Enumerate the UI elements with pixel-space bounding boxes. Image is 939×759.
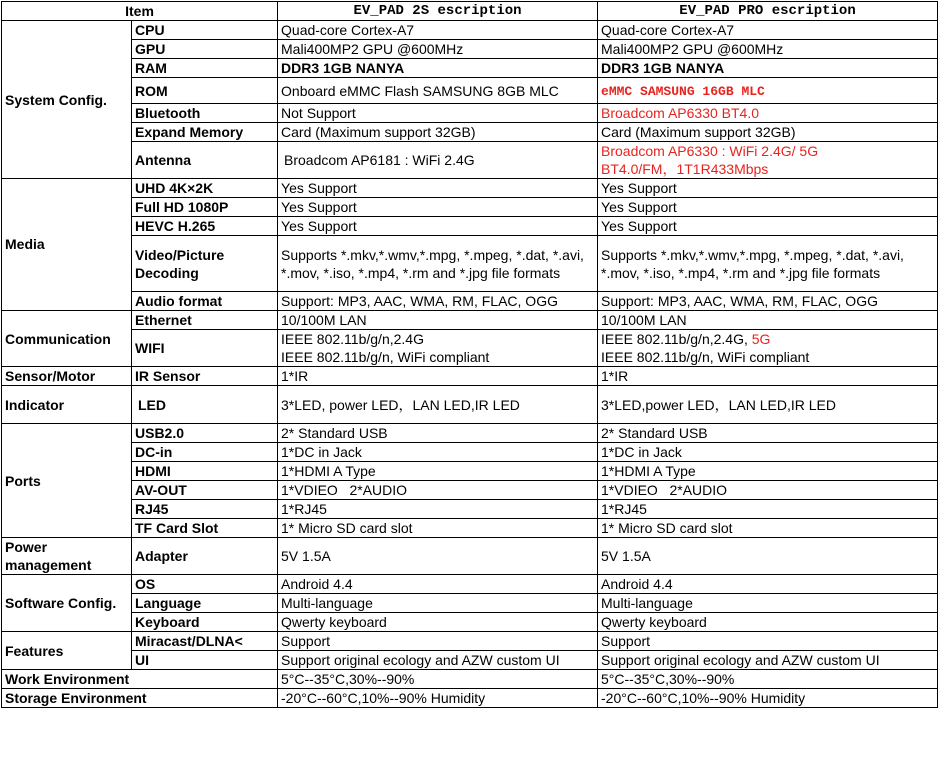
- value-pro-wifi-line1: [601, 330, 934, 348]
- item-miracast: Miracast/DLNA<: [132, 632, 278, 651]
- group-features: Features: [2, 632, 132, 670]
- item-tf-card-slot: TF Card Slot: [132, 519, 278, 538]
- table-row: [2, 443, 938, 462]
- value-pro-rom: [598, 78, 938, 104]
- table-row: [2, 462, 938, 481]
- value-2s-storage-environment: -20°C--60°C,10%--90% Humidity: [278, 689, 598, 708]
- group-communication: Communication: [2, 311, 132, 367]
- value-2s-audio-format: Support: MP3, AAC, WMA, RM, FLAC, OGG: [278, 292, 598, 311]
- table-row: [2, 594, 938, 613]
- item-cpu: CPU: [132, 21, 278, 40]
- value-2s-rj45: 1*RJ45: [278, 500, 598, 519]
- item-video-decoding-line2: Decoding: [135, 264, 199, 281]
- value-2s-work-environment: 5°C--35°C,30%--90%: [278, 670, 598, 689]
- value-pro-ui: Support original ecology and AZW custom UI: [598, 651, 938, 670]
- value-pro-wifi-line2: IEEE 802.11b/g/n, WiFi compliant: [601, 349, 810, 365]
- value-2s-keyboard: Qwerty keyboard: [278, 613, 598, 632]
- table-row: [2, 311, 938, 330]
- group-work-environment: Work Environment: [2, 670, 278, 689]
- value-2s-wifi: [278, 330, 598, 367]
- group-system-config: System Config.: [2, 21, 132, 179]
- group-indicator: Indicator: [2, 386, 132, 424]
- value-2s-ui: Support original ecology and AZW custom UI: [278, 651, 598, 670]
- header-row: [2, 2, 938, 21]
- group-ports: Ports: [2, 424, 132, 538]
- value-2s-hdmi: 1*HDMI A Type: [278, 462, 598, 481]
- item-audio-format: Audio format: [132, 292, 278, 311]
- item-ui: UI: [132, 651, 278, 670]
- item-ethernet: Ethernet: [132, 311, 278, 330]
- value-2s-miracast: Support: [278, 632, 598, 651]
- item-hevc: HEVC H.265: [132, 217, 278, 236]
- item-language: Language: [132, 594, 278, 613]
- value-pro-antenna: [598, 142, 938, 179]
- item-gpu: GPU: [132, 40, 278, 59]
- table-row: [2, 179, 938, 198]
- table-row: [2, 217, 938, 236]
- value-2s-language: Multi-language: [278, 594, 598, 613]
- value-2s-full-hd: Yes Support: [278, 198, 598, 217]
- value-2s-usb: 2* Standard USB: [278, 424, 598, 443]
- item-video-decoding: [132, 236, 278, 292]
- value-2s-cpu: Quad-core Cortex-A7: [278, 21, 598, 40]
- item-usb: USB2.0: [132, 424, 278, 443]
- value-2s-bluetooth: Not Support: [278, 104, 598, 123]
- value-2s-rom: Onboard eMMC Flash SAMSUNG 8GB MLC: [278, 78, 598, 104]
- value-2s-wifi-line1: IEEE 802.11b/g/n,2.4G: [281, 331, 424, 347]
- value-pro-wifi-5g: 5G: [751, 331, 771, 347]
- value-pro-adapter: 5V 1.5A: [598, 538, 938, 575]
- value-pro-av-out: 1*VDIEO 2*AUDIO: [598, 481, 938, 500]
- value-pro-full-hd: Yes Support: [598, 198, 938, 217]
- value-2s-gpu: Mali400MP2 GPU @600MHz: [278, 40, 598, 59]
- table-row: [2, 651, 938, 670]
- table-row: [2, 632, 938, 651]
- value-2s-ram: DDR3 1GB NANYA: [278, 59, 598, 78]
- item-dc-in: DC-in: [132, 443, 278, 462]
- table-row: [2, 142, 938, 179]
- value-pro-usb: 2* Standard USB: [598, 424, 938, 443]
- value-pro-cpu: Quad-core Cortex-A7: [598, 21, 938, 40]
- value-pro-rj45: 1*RJ45: [598, 500, 938, 519]
- value-2s-adapter: 5V 1.5A: [278, 538, 598, 575]
- value-2s-tf-card-slot: 1* Micro SD card slot: [278, 519, 598, 538]
- table-row: [2, 386, 938, 424]
- table-row: [2, 538, 938, 575]
- value-pro-work-environment: 5°C--35°C,30%--90%: [598, 670, 938, 689]
- value-2s-wifi-line2: IEEE 802.11b/g/n, WiFi compliant: [281, 349, 490, 365]
- value-pro-wifi-line1-text: IEEE 802.11b/g/n,2.4G,: [601, 331, 752, 347]
- value-pro-dc-in: 1*DC in Jack: [598, 443, 938, 462]
- value-2s-os: Android 4.4: [278, 575, 598, 594]
- table-row: [2, 40, 938, 59]
- item-adapter: Adapter: [132, 538, 278, 575]
- value-pro-uhd: Yes Support: [598, 179, 938, 198]
- value-2s-led: 3*LED, power LED，LAN LED,IR LED: [278, 386, 598, 424]
- value-2s-ethernet: 10/100M LAN: [278, 311, 598, 330]
- group-sensor-motor: Sensor/Motor: [2, 367, 132, 386]
- item-rom: ROM: [132, 78, 278, 104]
- value-2s-ir-sensor: 1*IR: [278, 367, 598, 386]
- table-row: [2, 104, 938, 123]
- table-row: [2, 59, 938, 78]
- table-row: [2, 78, 938, 104]
- item-bluetooth: Bluetooth: [132, 104, 278, 123]
- value-pro-rom-text: eMMC SAMSUNG 16GB MLC: [601, 83, 765, 99]
- table-row: [2, 292, 938, 311]
- value-pro-wifi: [598, 330, 938, 367]
- item-uhd: UHD 4K×2K: [132, 179, 278, 198]
- group-power-line2: management: [5, 557, 92, 573]
- group-media: Media: [2, 179, 132, 311]
- header-item: Item: [2, 2, 278, 21]
- value-2s-dc-in: 1*DC in Jack: [278, 443, 598, 462]
- item-full-hd: Full HD 1080P: [132, 198, 278, 217]
- value-pro-ir-sensor: 1*IR: [598, 367, 938, 386]
- value-pro-tf-card-slot: 1* Micro SD card slot: [598, 519, 938, 538]
- table-row: [2, 689, 938, 708]
- table-row: [2, 198, 938, 217]
- item-hdmi: HDMI: [132, 462, 278, 481]
- header-ev-pad-2s: EV_PAD 2S escription: [278, 2, 598, 21]
- item-keyboard: Keyboard: [132, 613, 278, 632]
- item-antenna: Antenna: [132, 142, 278, 179]
- table-row: [2, 613, 938, 632]
- value-pro-hdmi: 1*HDMI A Type: [598, 462, 938, 481]
- value-pro-os: Android 4.4: [598, 575, 938, 594]
- value-pro-expand-memory: Card (Maximum support 32GB): [598, 123, 938, 142]
- value-2s-hevc: Yes Support: [278, 217, 598, 236]
- value-pro-gpu: Mali400MP2 GPU @600MHz: [598, 40, 938, 59]
- table-row: [2, 330, 938, 367]
- value-pro-video-decoding: Supports *.mkv,*.wmv,*.mpg, *.mpeg, *.dat, *.avi, *.mov, *.iso, *.mp4, *.rm and *.jpg file formats: [598, 236, 938, 292]
- item-av-out: AV-OUT: [132, 481, 278, 500]
- item-ir-sensor: IR Sensor: [132, 367, 278, 386]
- value-pro-bluetooth: Broadcom AP6330 BT4.0: [598, 104, 938, 123]
- table-row: [2, 670, 938, 689]
- item-video-decoding-line1: Video/Picture: [135, 246, 225, 263]
- group-software-config: Software Config.: [2, 575, 132, 632]
- item-led: LED: [132, 386, 278, 424]
- value-pro-language: Multi-language: [598, 594, 938, 613]
- value-2s-video-decoding: Supports *.mkv,*.wmv,*.mpg, *.mpeg, *.dat, *.avi, *.mov, *.iso, *.mp4, *.rm and *.jpg file formats: [278, 236, 598, 292]
- group-power-management: [2, 538, 132, 575]
- group-power-line1: Power: [5, 539, 48, 555]
- value-2s-expand-memory: Card (Maximum support 32GB): [278, 123, 598, 142]
- table-row: [2, 424, 938, 443]
- table-row: [2, 575, 938, 594]
- item-ram: RAM: [132, 59, 278, 78]
- table-row: [2, 123, 938, 142]
- table-row: [2, 481, 938, 500]
- table-row: [2, 500, 938, 519]
- header-ev-pad-pro: EV_PAD PRO escription: [598, 2, 938, 21]
- value-pro-led: 3*LED,power LED，LAN LED,IR LED: [598, 386, 938, 424]
- value-pro-ethernet: 10/100M LAN: [598, 311, 938, 330]
- item-expand-memory: Expand Memory: [132, 123, 278, 142]
- group-storage-environment: Storage Environment: [2, 689, 278, 708]
- value-pro-audio-format: Support: MP3, AAC, WMA, RM, FLAC, OGG: [598, 292, 938, 311]
- value-pro-hevc: Yes Support: [598, 217, 938, 236]
- item-wifi: WIFI: [132, 330, 278, 367]
- item-os: OS: [132, 575, 278, 594]
- value-pro-ram: DDR3 1GB NANYA: [598, 59, 938, 78]
- value-pro-storage-environment: -20°C--60°C,10%--90% Humidity: [598, 689, 938, 708]
- value-pro-antenna-line1: Broadcom AP6330 : WiFi 2.4G/ 5G: [601, 143, 819, 159]
- value-pro-miracast: Support: [598, 632, 938, 651]
- table-row: [2, 236, 938, 292]
- table-row: [2, 21, 938, 40]
- value-2s-antenna: Broadcom AP6181 : WiFi 2.4G: [278, 142, 598, 179]
- table-row: [2, 367, 938, 386]
- table-row: [2, 519, 938, 538]
- value-2s-uhd: Yes Support: [278, 179, 598, 198]
- value-2s-av-out: 1*VDIEO 2*AUDIO: [278, 481, 598, 500]
- item-rj45: RJ45: [132, 500, 278, 519]
- spec-comparison-table: [1, 1, 938, 708]
- value-pro-antenna-line2: BT4.0/FM，1T1R433Mbps: [601, 161, 769, 177]
- value-pro-keyboard: Qwerty keyboard: [598, 613, 938, 632]
